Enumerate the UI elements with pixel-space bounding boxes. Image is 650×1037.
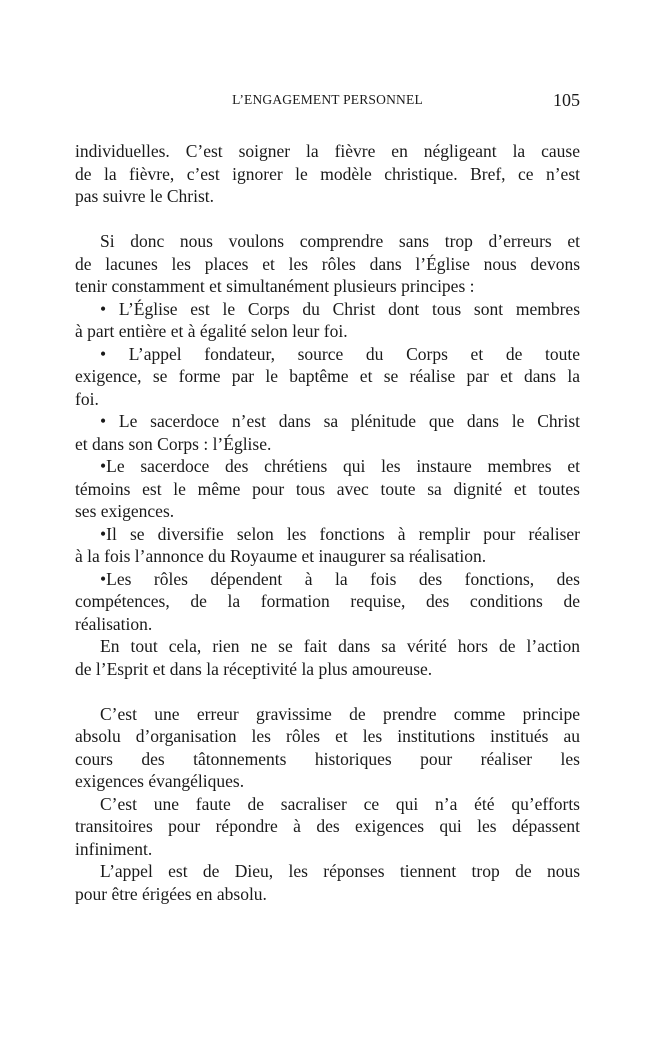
paragraph [75,635,580,680]
text-line: et dans son Corps : l’Église. [75,433,272,454]
paragraph [75,568,580,636]
text-line: pour être érigées en absolu. [75,883,267,904]
text-line: transitoires pour répondre à des exigences qui les dépassent [75,816,580,836]
text-line: • L’Église est le Corps du Christ dont tous sont membres [100,298,580,319]
paragraph [75,860,580,905]
text-line: Si donc nous voulons comprendre sans trop d’erreurs et [100,231,580,251]
text-line: témoins est le même pour tous avec toute sa dignité et toutes [75,478,580,499]
text-line: de lacunes les places et les rôles dans l’Église nous devons [75,253,580,274]
text-line: pas suivre le Christ. [75,186,215,206]
text-line: infiniment. [75,838,153,859]
text-line: exigence, se forme par le baptême et se réalise par et dans la [75,366,580,386]
text-line: tenir constamment et simultanément plusieurs principes : [75,276,475,296]
text-line: L’appel est de Dieu, les réponses tiennent trop de nous [100,861,580,881]
text-line: •Le sacerdoce des chrétiens qui les instaure membres et [100,456,580,476]
paragraph [75,455,580,523]
text-line: C’est une erreur gravissime de prendre comme principe [100,703,580,724]
page-body-text [75,140,580,905]
text-line: •Il se diversifie selon les fonctions à remplir pour réaliser [100,523,580,544]
paragraph [75,140,580,208]
text-line: C’est une faute de sacraliser ce qui n’a été qu’efforts [100,793,580,814]
text-line: à la fois l’annonce du Royaume et inaugurer sa réalisation. [75,546,487,566]
text-line: En tout cela, rien ne se fait dans sa vérité hors de l’action [100,636,580,656]
running-header [75,90,580,112]
text-line: cours des tâtonnements historiques pour réaliser les [75,748,580,769]
text-line: • Le sacerdoce n’est dans sa plénitude que dans le Christ [100,411,580,431]
paragraph [75,298,580,343]
text-line: réalisation. [75,613,153,634]
paragraph [75,703,580,793]
text-line: de l’Esprit et dans la réceptivité la plus amoureuse. [75,658,433,679]
paragraph-gap [75,208,580,231]
page-number: 105 [553,90,580,110]
text-line: individuelles. C’est soigner la fièvre en négligeant la cause [75,141,580,161]
text-line: à part entière et à égalité selon leur foi. [75,321,348,341]
text-line: ses exigences. [75,501,175,521]
paragraph-gap [75,680,580,703]
paragraph [75,343,580,411]
text-line: exigences évangéliques. [75,771,245,791]
text-line: absolu d’organisation les rôles et les institutions institués au [75,726,580,746]
running-title: L’ENGAGEMENT PERSONNEL [232,92,423,107]
text-line: • L’appel fondateur, source du Corps et de toute [100,343,580,364]
paragraph [75,230,580,298]
paragraph [75,523,580,568]
text-line: de la fièvre, c’est ignorer le modèle christique. Bref, ce n’est [75,163,580,184]
paragraph [75,793,580,861]
paragraph [75,410,580,455]
text-line: compétences, de la formation requise, des conditions de [75,591,580,611]
text-line: foi. [75,388,99,409]
text-line: •Les rôles dépendent à la fois des fonctions, des [100,568,580,589]
